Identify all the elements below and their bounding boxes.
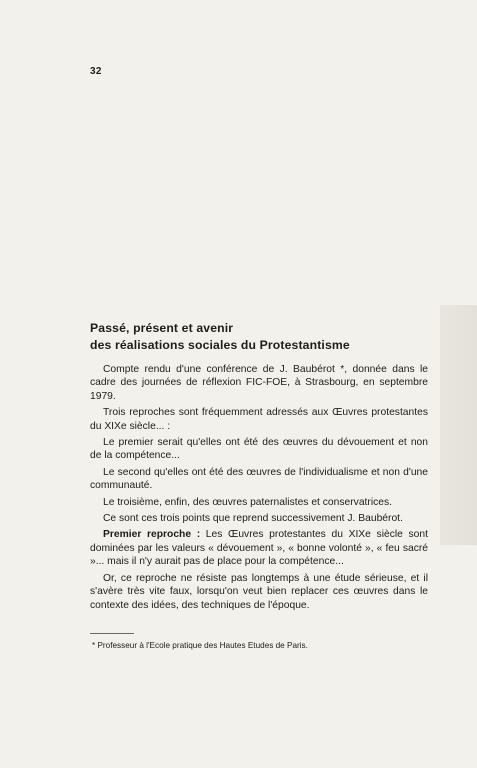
article-title-line-1: Passé, présent et avenir xyxy=(90,321,234,335)
article-title-line-2: des réalisations sociales du Protestantisme xyxy=(90,338,350,352)
scan-shadow-band xyxy=(440,305,477,545)
paragraph-third: Le troisième, enfin, des œuvres paternalistes et conservatrices. xyxy=(103,496,393,508)
page-number: 32 xyxy=(90,66,102,77)
paragraph-summary: Ce sont ces trois points que reprend successivement J. Baubérot. xyxy=(103,513,403,525)
paragraph-first: Le premier serait qu'elles ont été des œuvres du dévouement et non de la compétence... xyxy=(90,437,428,462)
section-paragraph-rest: Les Œuvres protestantes du XIXe siècle sont dominées par les valeurs « dévouement », « bonne volonté », « feu sacré »... mais il n'y aurait pas de place pour la compétence... xyxy=(90,529,428,568)
article-body xyxy=(90,363,428,615)
paragraph-second: Le second qu'elles ont été des œuvres de l'individualisme et non d'une communauté. xyxy=(90,466,428,492)
paragraph-intro: Compte rendu d'une conférence de J. Baubérot *, donnée dans le cadre des journées de réflexion FIC-FOE, à Strasbourg, en septembre 1979. xyxy=(90,364,428,402)
footnote-divider xyxy=(90,633,134,634)
section-lead: Premier reproche : xyxy=(103,529,201,541)
paragraph-premier-reproche xyxy=(90,528,428,568)
paragraph-closing: Or, ce reproche ne résiste pas longtemps à une étude sérieuse, et il s'avère très vite faux, lorsqu'on veut bien replacer ces œuvres dans le contexte des idées, des techniques de l'époque. xyxy=(90,572,428,611)
article-title xyxy=(90,320,410,354)
paragraph-reproaches: Trois reproches sont fréquemment adressés aux Œuvres protestantes du XIXe siècle... : xyxy=(90,407,428,432)
footnote: * Professeur à l'Ecole pratique des Hautes Etudes de Paris. xyxy=(92,641,308,650)
